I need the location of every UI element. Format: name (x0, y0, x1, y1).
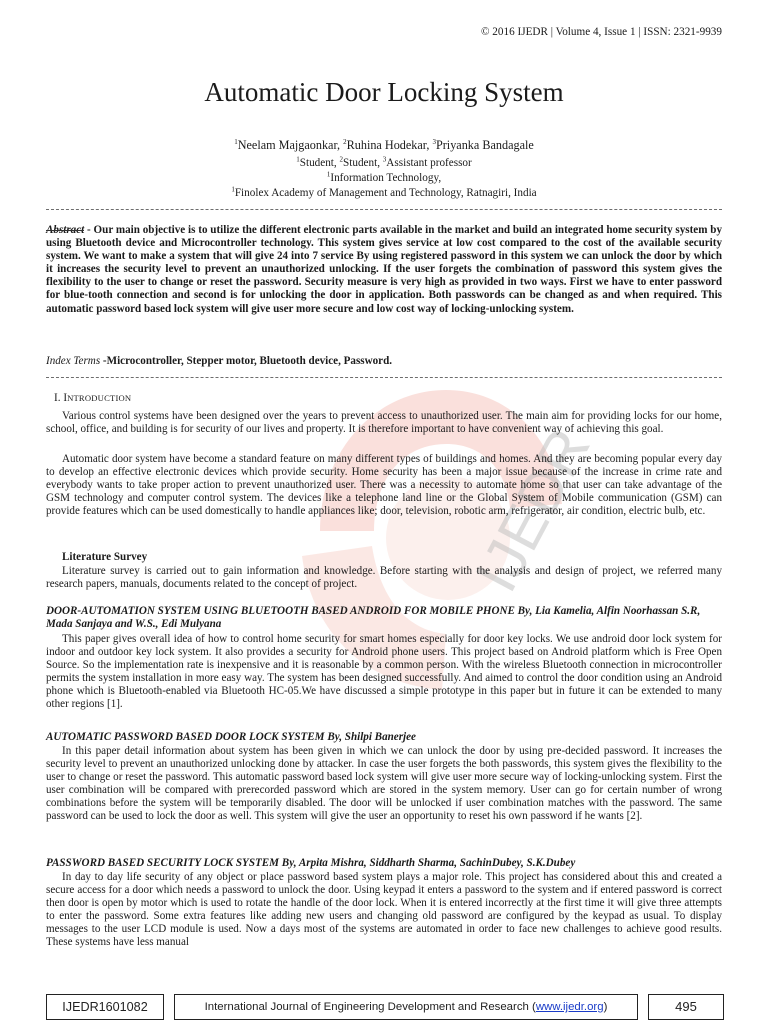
author-sup: 2 (343, 137, 347, 146)
reference-text-3: In day to day life security of any object or place password based system plays a major role. This project has considered about this and created a secure access for a door which needs a password to unlock the door. Using keypad it enters a password to the system and if entered password is correct then door is open by motor which is used to rotate the handle of the door lock. When it is entered incorrectly at the first time it will give three attempts to enter the password. Some extra features like adding new users and changing old password are configured by the keypad as usual. To display messages to the user LCD module is used. Now a days most of the systems are automated in order to face new challenges to achieve good results. These systems have less manual (46, 871, 722, 949)
literature-survey-heading: Literature Survey (62, 551, 148, 563)
reference-heading-2: AUTOMATIC PASSWORD BASED DOOR LOCK SYSTEM By, Shilpi Banerjee (46, 731, 416, 743)
affiliation-roles (46, 156, 722, 170)
affil-role-2: Student, (343, 157, 383, 169)
paper-id-box: IJEDR1601082 (46, 994, 164, 1020)
author-sup: 3 (432, 137, 436, 146)
abstract-text: - Our main objective is to utilize the different electronic parts available in the market and build an integrated home security system by using Bluetooth device and Microcontroller technology. This system gives service at low cost compared to the cost of the available security system. We want to make a system that will give 24 into 7 service By using registered password in this system we can unlock the door by which it increases the security level to prevent an unauthorized unlocking. If the user forgets the combination of password this system gives the flexibility to the user to change or reset the password. Security measure is very high as provided in two ways. First we have to enter password for blue-tooth connection and second is for unlocking the door in application. Both passwords can be changed as and when required. This automatic password based lock system will give user more secure and low cost way of locking-unlocking system. (46, 224, 722, 315)
index-terms-text: -Microcontroller, Stepper motor, Bluetooth device, Password. (100, 355, 393, 367)
separator-rule (46, 377, 722, 378)
reference-text-2: In this paper detail information about system has been given in which we can unlock the door by using pre-decided password. It increases the security level to prevent an unauthorized unlocking done by attacker. In case the user forgets the both passwords, this system gives the flexibility to the user to change or reset the password. This automatic password based lock system will give user more secure way of locking-unlocking system. First the user combination will be compared with prerecorded password which are stored in the system memory. User can go for certain number of wrong combinations before the system will be temporarily disabled. The door will be unlocked if user combination matches with the password. The same password can be used to lock the door as well. This system will give the user an opportunity to reset his own password if he wants [2]. (46, 745, 722, 823)
paper-page (46, 0, 722, 1024)
journal-name-box (174, 994, 638, 1020)
section-heading-rest: NTRODUCTION (67, 393, 132, 403)
author-3: Priyanka Bandagale (435, 138, 534, 152)
author-sup: 1 (234, 137, 238, 146)
affil-role-1: Student, (299, 157, 340, 169)
reference-heading-3: PASSWORD BASED SECURITY LOCK SYSTEM By, Arpita Mishra, Siddharth Sharma, SachinDubey, S.K.Dubey (46, 857, 576, 869)
literature-paragraph: Literature survey is carried out to gain information and knowledge. Before starting with the analysis and design of project, we referred many research papers, manuals, documents related to the concept of project. (46, 565, 722, 591)
section-number: I. (54, 392, 64, 404)
reference-text-1: This paper gives overall idea of how to control home security for smart homes especially for door key locks. We use android door lock system for indoor and outdoor key lock system. It also provides a security for Android phone users. This project based on Android platform which is Free Open Source. So the implementation rate is inexpensive and it is reasonable by a common person. With the wireless Bluetooth connection in microcontroller permits the system installation in more easy way. The system has been designed successfully. And aimed to control the door condition using an Android phone which is Bluetooth-enabled via Bluetooth HC-05.We have discussed a simple prototype in this paper but in future it can be extended to many other regions [1]. (46, 633, 722, 711)
reference-heading-1: DOOR-AUTOMATION SYSTEM USING BLUETOOTH BASED ANDROID FOR MOBILE PHONE By, Lia Kamelia, Alfin Noorhassan S.R, Mada Sanjaya and W.S., Edi Mulyana (46, 605, 701, 631)
affiliation-institute (46, 186, 722, 200)
affil-sup: 1 (231, 185, 235, 194)
index-terms-label: Index Terms (46, 355, 101, 367)
watermark-text: IJEDR (462, 417, 603, 603)
affil-sup: 2 (339, 155, 344, 164)
journal-url-link[interactable]: www.ijedr.org (535, 1001, 604, 1013)
page-footer (46, 994, 722, 1020)
affil-sup: 1 (296, 155, 300, 164)
affil-department-text: Information Technology, (330, 172, 442, 184)
section-heading-initial: I (63, 392, 68, 404)
journal-name: International Journal of Engineering Development and Research ( (204, 1001, 536, 1013)
intro-paragraph-1: Various control systems have been designed over the years to prevent access to unauthorized user. The main aim for providing locks for our home, school, office, and building is for security of our lives and property. It is therefore important to have convenient way of achieving this goal. (46, 410, 722, 436)
abstract-label-strike (46, 230, 84, 231)
abstract-label: Abstract (46, 224, 85, 236)
separator-rule (46, 209, 722, 210)
author-2: Ruhina Hodekar, (346, 138, 433, 152)
author-1: Neelam Majgaonkar, (237, 138, 344, 152)
abstract (46, 224, 722, 316)
affil-sup: 3 (382, 155, 387, 164)
affiliation-department (46, 171, 722, 185)
affil-institute-text: Finolex Academy of Management and Technology, Ratnagiri, India (234, 187, 537, 199)
journal-name-close: ) (603, 1001, 608, 1013)
paper-title: Automatic Door Locking System (204, 77, 564, 107)
section-heading-introduction (54, 392, 131, 405)
journal-header: © 2016 IJEDR | Volume 4, Issue 1 | ISSN: 2321-9939 (481, 26, 722, 38)
author-list (46, 138, 722, 153)
intro-paragraph-2: Automatic door system have become a standard feature on many different types of buildings and homes. And they are becoming popular every day to develop an effective electronic devices which provide security. Home security has been a major issue because of the increase in crime rate and everybody wants to take proper action to prevent unauthorized user. There was a necessity to automate home so that user can take advantage of the GSM technology and computer control system. The devices like a telephone land line or the Global System of Mobile communication (GSM) can provide features which can be used domestically to handle appliances like; door, television, robotic arm, refrigerator, air condition, electric bulb, etc. (46, 453, 722, 518)
abstract-label-wrap (46, 224, 84, 237)
page-number-box: 495 (648, 994, 724, 1020)
index-terms (46, 355, 722, 368)
affil-sup: 1 (326, 170, 331, 179)
affil-role-3: Assistant professor (386, 157, 472, 169)
